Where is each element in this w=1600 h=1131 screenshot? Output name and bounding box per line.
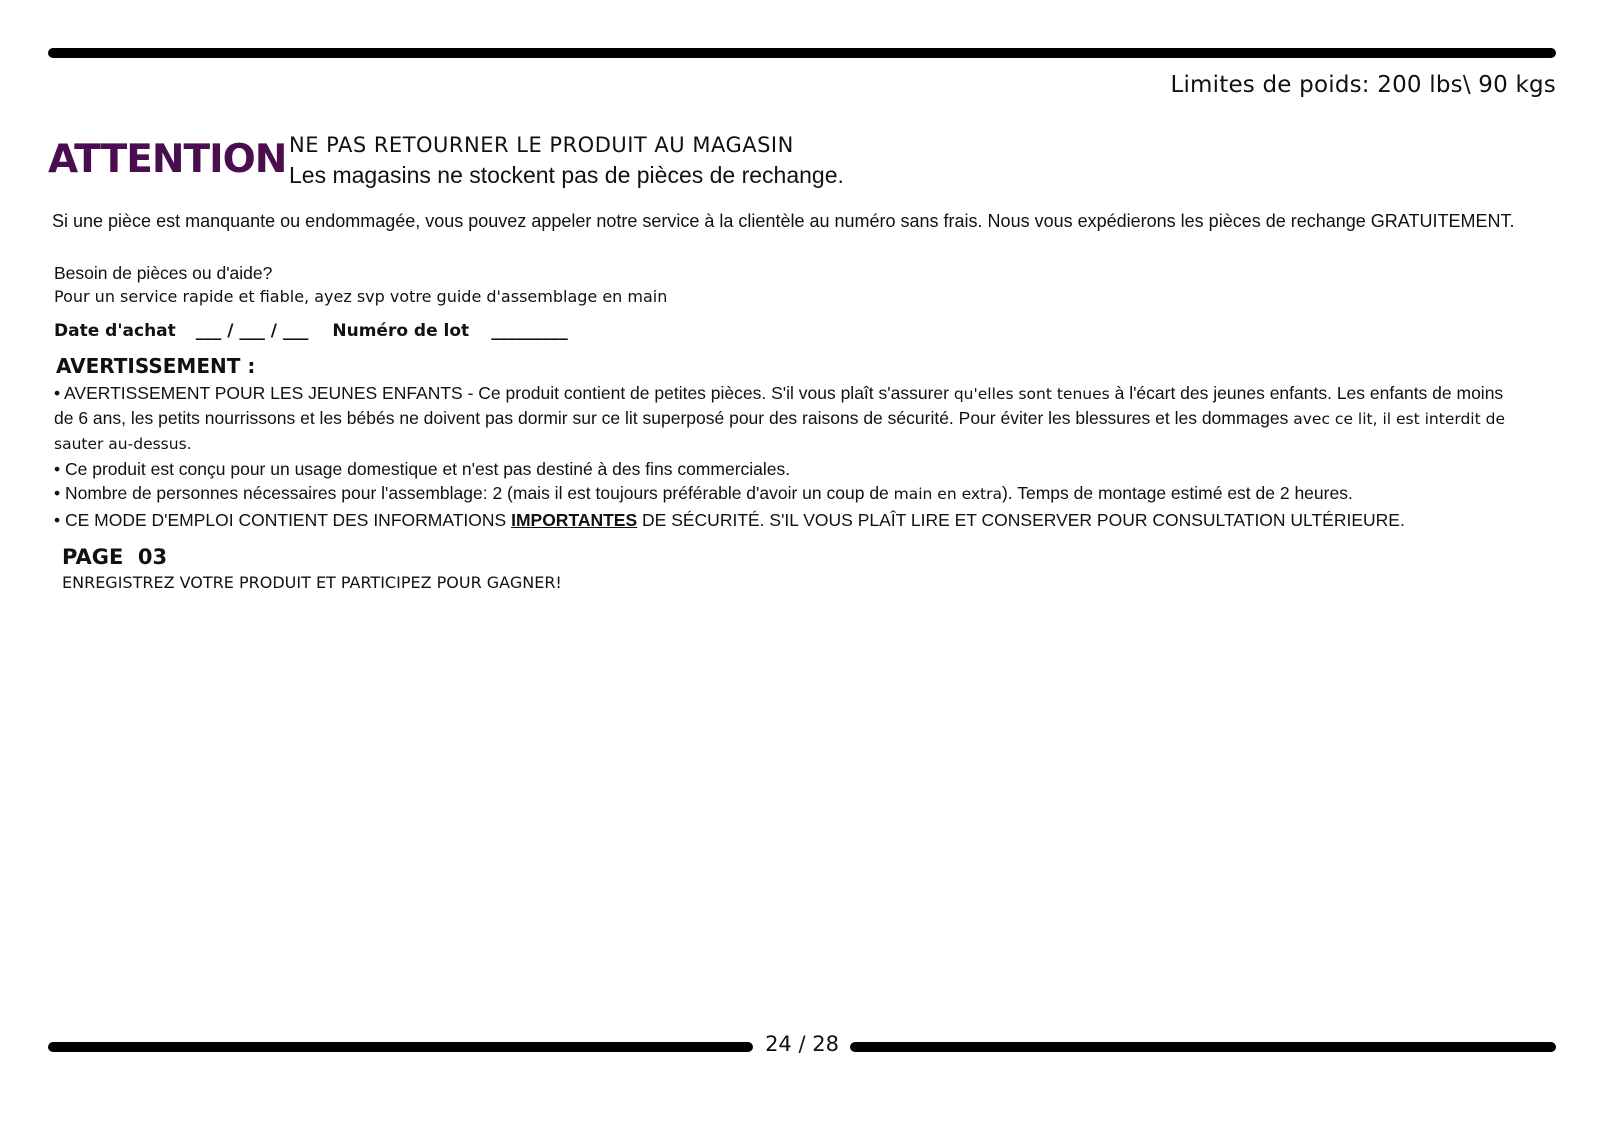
- warning-item-domestic-use: • Ce produit est conçu pour un usage domestique et n'est pas destiné à des fins commerciales.: [54, 459, 791, 479]
- bottom-divider-left: [48, 1042, 753, 1052]
- bottom-divider-right: [850, 1042, 1556, 1052]
- missing-part-notice: Si une pièce est manquante ou endommagée, vous pouvez appeler notre service à la clientèle au numéro sans frais. Nous vous expédierons les pièces de rechange GRATUITEMENT.: [52, 211, 1515, 231]
- lot-number-field[interactable]: _________: [491, 321, 568, 341]
- purchase-date-field[interactable]: ___ / ___ / ___: [195, 321, 309, 341]
- important-emphasis: IMPORTANTES: [511, 510, 638, 530]
- help-subtitle: Pour un service rapide et fiable, ayez svp votre guide d'assemblage en main: [54, 287, 668, 306]
- no-stock-notice: Les magasins ne stockent pas de pièces de rechange.: [289, 162, 844, 188]
- purchase-info-row: [54, 321, 568, 341]
- attention-heading: ATTENTION: [48, 137, 287, 182]
- warning-item-assembly: • Nombre de personnes nécessaires pour l'assemblage: 2 (mais il est toujours préférable d'avoir un coup de main en extra). Temps de montage estimé est de 2 heures.: [54, 483, 1353, 503]
- purchase-date-label: Date d'achat: [54, 321, 176, 341]
- warning-list: [54, 381, 1554, 532]
- warning-title: AVERTISSEMENT :: [56, 354, 256, 378]
- page-reference-title: PAGE 03: [62, 545, 168, 569]
- weight-limit: Limites de poids: 200 lbs\ 90 kgs: [1170, 72, 1556, 98]
- warning-item-instructions: • CE MODE D'EMPLOI CONTIENT DES INFORMATIONS IMPORTANTES DE SÉCURITÉ. S'IL VOUS PLAÎT LIRE ET CONSERVER POUR CONSULTATION ULTÉRIEURE.: [54, 510, 1405, 530]
- help-question: Besoin de pièces ou d'aide?: [54, 263, 273, 283]
- top-divider: [48, 48, 1556, 58]
- register-product-text: ENREGISTREZ VOTRE PRODUIT ET PARTICIPEZ POUR GAGNER!: [62, 573, 562, 592]
- warning-item-children: • AVERTISSEMENT POUR LES JEUNES ENFANTS - Ce produit contient de petites pièces. S'il vous plaît s'assurer qu'elles sont tenues à l'écart des jeunes enfants. Les enfants de moins de 6 ans, les petits nourrissons et les bébés ne doivent pas dormir sur ce lit superposé pour des raisons de sécurité. Pour éviter les blessures et les dommages avec ce lit, il est interdit de sauter au-dessus.: [54, 383, 1505, 453]
- no-return-notice: NE PAS RETOURNER LE PRODUIT AU MAGASIN: [289, 133, 794, 157]
- lot-number-label: Numéro de lot: [332, 321, 470, 341]
- page-counter: 24 / 28: [765, 1032, 839, 1056]
